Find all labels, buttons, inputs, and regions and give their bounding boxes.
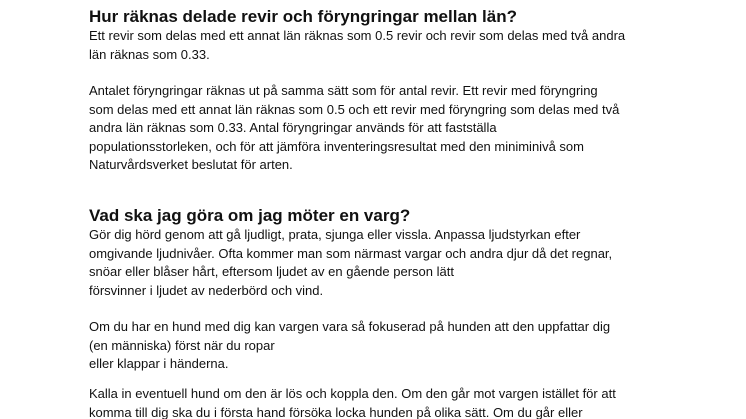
paragraph-shared-territory-counting xyxy=(89,27,625,64)
paragraph-make-yourself-heard xyxy=(89,226,612,300)
text-line: som delas med ett annat län räknas som 0.5 och ett revir med föryngring som delas med två xyxy=(89,101,620,117)
section-heading-shared-territories: Hur räknas delade revir och föryngringar mellan län? xyxy=(89,7,517,26)
text-line: Ett revir som delas med ett annat län räknas som 0.5 revir och revir som delas med två andra xyxy=(89,28,626,43)
paragraph-dog-with-you xyxy=(89,318,610,374)
text-line: snöar eller blåser hårt, eftersom ljudet av en gående person lätt xyxy=(89,264,454,279)
text-line: försvinner i ljudet av nederbörd och vind. xyxy=(89,282,324,298)
text-line: Kalla in eventuell hund om den är lös och koppla den. Om den går mot vargen istället för att xyxy=(89,386,616,401)
text-line: Om du har en hund med dig kan vargen vara så fokuserad på hunden att den uppfattar dig xyxy=(89,319,611,334)
text-line: andra län räknas som 0.33. Antal föryngringar används för att fastställa xyxy=(89,120,497,135)
text-line: omgivande ljudnivåer. Ofta kommer man som närmast vargar och andra djur då det regnar, xyxy=(89,245,613,261)
text-line: län räknas som 0.33. xyxy=(89,46,210,62)
text-line: komma till dig ska du i första hand försöka locka hunden på olika sätt. Om du går eller xyxy=(89,404,583,419)
paragraph-call-in-dog xyxy=(89,385,616,419)
text-line: populationsstorleken, och för att jämföra inventeringsresultat med den miniminivå som xyxy=(89,138,584,154)
text-line: Gör dig hörd genom att gå ljudligt, prata, sjunga eller vissla. Anpassa ljudstyrkan efter xyxy=(89,227,581,242)
text-line: (en människa) först när du ropar xyxy=(89,337,275,353)
section-heading-meeting-wolf: Vad ska jag göra om jag möter en varg? xyxy=(89,206,411,225)
text-line: Naturvårdsverket beslutat för arten. xyxy=(89,157,293,172)
text-line: Antalet föryngringar räknas ut på samma sätt som för antal revir. Ett revir med föryngring xyxy=(89,83,598,98)
paragraph-reproductions-counting xyxy=(89,82,619,175)
text-line: eller klappar i händerna. xyxy=(89,356,229,371)
